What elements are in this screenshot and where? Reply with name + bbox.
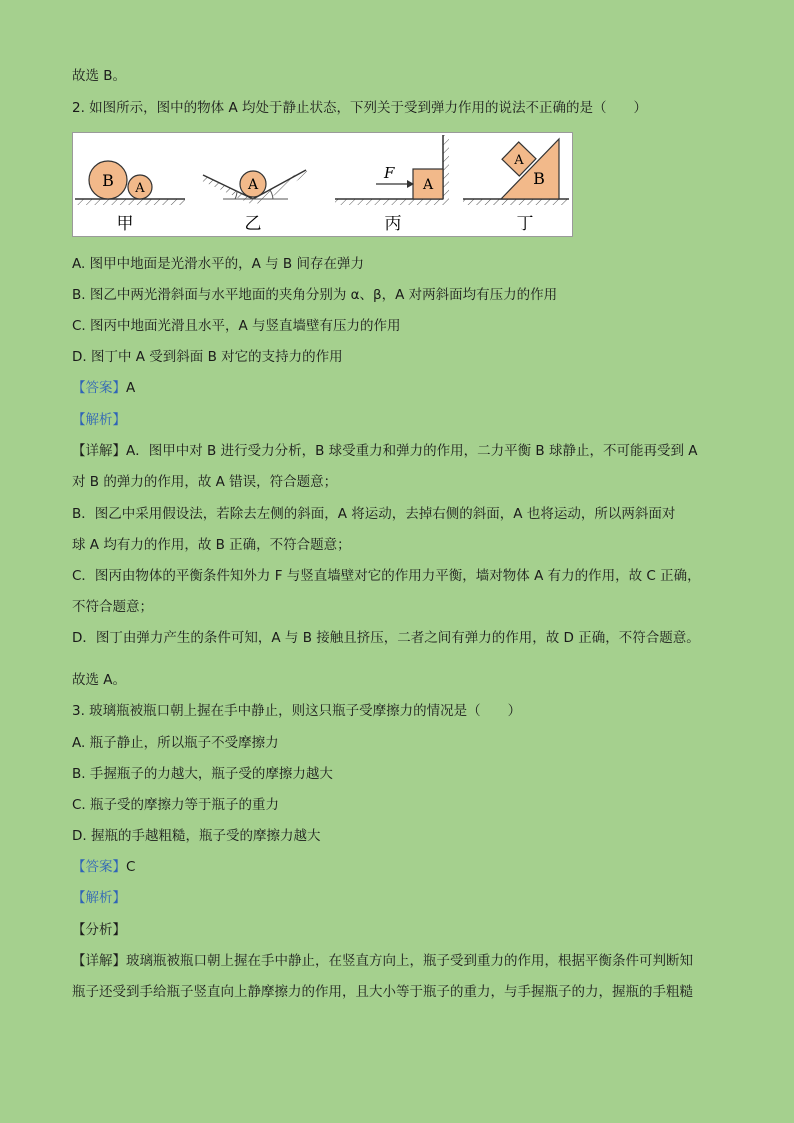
option-b: B. 手握瓶子的力越大，瓶子受的摩擦力越大 bbox=[72, 766, 333, 782]
answer-value: C bbox=[126, 859, 136, 875]
ground-hatch bbox=[335, 199, 443, 205]
answer-value: A bbox=[126, 380, 136, 396]
fenxi-tag: 【分析】 bbox=[72, 922, 126, 938]
caption-yi: 乙 bbox=[244, 214, 262, 234]
explanation-line: 瓶子还受到手给瓶子竖直向上静摩擦力的作用，且大小等于瓶子的重力，与手握瓶子的力，握瓶的手粗糙 bbox=[72, 984, 693, 1000]
answer-line bbox=[72, 378, 722, 398]
label-a: A bbox=[422, 177, 434, 193]
figure-svg bbox=[73, 133, 572, 236]
wedge-b bbox=[501, 139, 559, 199]
option-a: A. 图甲中地面是光滑水平的，A 与 B 间存在弹力 bbox=[72, 256, 364, 272]
text-line: 故选 B。 bbox=[72, 68, 127, 84]
question-3-stem: 3. 玻璃瓶被瓶口朝上握在手中静止，则这只瓶子受摩擦力的情况是（ ） bbox=[72, 703, 522, 719]
label-b: B bbox=[533, 169, 545, 188]
explanation-line: 【详解】A．图甲中对 B 进行受力分析，B 球受重力和弹力的作用，二力平衡 B 球静止，不可能再受到 A bbox=[72, 443, 698, 459]
option-d: D. 握瓶的手越粗糙，瓶子受的摩擦力越大 bbox=[72, 828, 321, 844]
explanation-line: 【详解】玻璃瓶被瓶口朝上握在手中静止，在竖直方向上，瓶子受到重力的作用，根据平衡条件可判断知 bbox=[72, 953, 693, 969]
option-a: A. 瓶子静止，所以瓶子不受摩擦力 bbox=[72, 735, 279, 751]
option-b: B. 图乙中两光滑斜面与水平地面的夹角分别为 α、β，A 对两斜面均有压力的作用 bbox=[72, 287, 558, 303]
figure-jia bbox=[75, 161, 185, 234]
ground-hatch bbox=[463, 199, 569, 205]
explanation-line: D．图丁由弹力产生的条件可知，A 与 B 接触且挤压，二者之间有弹力的作用，故 D 正确，不符合题意。 bbox=[72, 630, 700, 646]
explanation-line: C．图丙由物体的平衡条件知外力 F 与竖直墙壁对它的作用力平衡，墙对物体 A 有力的作用，故 C 正确， bbox=[72, 568, 701, 584]
analysis-tag: 【解析】 bbox=[72, 412, 126, 428]
figure-ding bbox=[463, 139, 569, 234]
label-a: A bbox=[135, 181, 145, 196]
label-b: B bbox=[102, 171, 114, 190]
question-2-figure bbox=[72, 132, 573, 237]
label-a: A bbox=[514, 153, 524, 168]
figure-bing bbox=[335, 135, 449, 234]
figure-yi bbox=[200, 169, 309, 234]
label-f: F bbox=[384, 164, 395, 182]
ground-hatch bbox=[75, 199, 185, 205]
answer-tag: 【答案】 bbox=[72, 859, 126, 875]
option-c: C. 瓶子受的摩擦力等于瓶子的重力 bbox=[72, 797, 280, 813]
option-d: D. 图丁中 A 受到斜面 B 对它的支持力的作用 bbox=[72, 349, 343, 365]
label-a: A bbox=[247, 177, 259, 193]
explanation-line: 不符合题意； bbox=[72, 599, 153, 615]
option-c: C. 图丙中地面光滑且水平，A 与竖直墙壁有压力的作用 bbox=[72, 318, 401, 334]
explanation-line: B．图乙中采用假设法，若除去左侧的斜面，A 将运动，去掉右侧的斜面，A 也将运动，所以两斜面对 bbox=[72, 506, 676, 522]
text-line: 故选 A。 bbox=[72, 672, 127, 688]
caption-bing: 丙 bbox=[384, 214, 402, 234]
answer-line bbox=[72, 857, 722, 877]
explanation-line: 对 B 的弹力的作用，故 A 错误，符合题意； bbox=[72, 474, 338, 490]
caption-ding: 丁 bbox=[516, 214, 534, 234]
analysis-tag: 【解析】 bbox=[72, 890, 126, 906]
wall-hatch bbox=[443, 135, 449, 205]
answer-tag: 【答案】 bbox=[72, 380, 126, 396]
explanation-line: 球 A 均有力的作用，故 B 正确，不符合题意； bbox=[72, 537, 351, 553]
question-2-stem: 2. 如图所示，图中的物体 A 均处于静止状态，下列关于受到弹力作用的说法不正确的是（ ） bbox=[72, 100, 647, 116]
caption-jia: 甲 bbox=[116, 214, 134, 234]
